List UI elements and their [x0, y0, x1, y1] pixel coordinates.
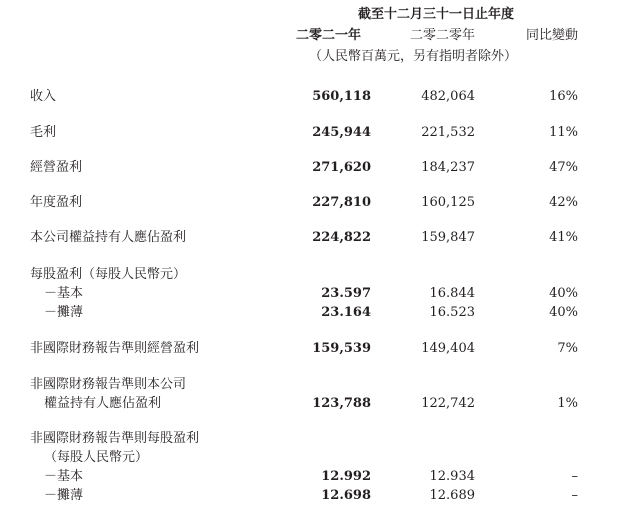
row-label: 非國際財務報告準則每股盈利 [30, 431, 200, 446]
value-yoy-change: 40% [549, 305, 578, 320]
column-header-2020: 二零二零年 [409, 28, 475, 43]
value-2021: 245,944 [312, 125, 371, 140]
value-2021: 224,822 [312, 230, 371, 245]
value-yoy-change: 47% [549, 160, 578, 175]
row-label: 權益持有人應佔盈利 [44, 396, 162, 411]
column-header-2021: 二零二一年 [295, 28, 361, 43]
value-2020: 16.844 [429, 286, 475, 301]
row-label: 每股盈利（每股人民幣元） [30, 267, 187, 282]
value-2020: 160,125 [421, 195, 475, 210]
unit-note: （人民幣百萬元，另有指明者除外） [309, 49, 518, 64]
row-label: －基本 [44, 286, 84, 301]
column-header-yoy: 同比變動 [525, 28, 578, 43]
row-label: 年度盈利 [30, 195, 83, 210]
value-2021: 12.698 [321, 488, 371, 503]
row-label: 非國際財務報告準則經營盈利 [30, 341, 200, 356]
row-label: 毛利 [30, 125, 57, 140]
value-2021: 560,118 [312, 89, 371, 104]
value-2020: 184,237 [421, 160, 475, 175]
value-yoy-change: 7% [557, 341, 578, 356]
value-2021: 23.164 [321, 305, 371, 320]
value-2020: 221,532 [421, 125, 475, 140]
row-label: －攤薄 [44, 305, 84, 320]
row-label: －基本 [44, 469, 84, 484]
value-2020: 122,742 [421, 396, 475, 411]
row-label: （每股人民幣元） [44, 450, 149, 465]
value-2021: 12.992 [321, 469, 371, 484]
row-label: 非國際財務報告準則本公司 [30, 377, 187, 392]
value-yoy-change: 40% [549, 286, 578, 301]
value-2021: 159,539 [312, 341, 371, 356]
value-2020: 482,064 [421, 89, 475, 104]
value-2021: 23.597 [321, 286, 371, 301]
row-label: 本公司權益持有人應佔盈利 [30, 230, 187, 245]
value-2021: 227,810 [312, 195, 371, 210]
value-yoy-change: 41% [549, 230, 578, 245]
value-2021: 271,620 [312, 160, 371, 175]
value-yoy-change: 16% [549, 89, 578, 104]
value-yoy-change: – [571, 469, 578, 484]
row-label: －攤薄 [44, 488, 84, 503]
value-yoy-change: 11% [549, 125, 578, 140]
value-2020: 12.934 [429, 469, 475, 484]
value-2020: 159,847 [421, 230, 475, 245]
value-2021: 123,788 [312, 396, 371, 411]
value-2020: 12.689 [429, 488, 475, 503]
value-2020: 149,404 [421, 341, 475, 356]
value-2020: 16.523 [429, 305, 475, 320]
value-yoy-change: 1% [557, 396, 578, 411]
row-label: 經營盈利 [30, 160, 83, 175]
row-label: 收入 [30, 89, 57, 104]
period-header: 截至十二月三十一日止年度 [358, 7, 515, 22]
value-yoy-change: 42% [549, 195, 578, 210]
value-yoy-change: – [571, 488, 578, 503]
